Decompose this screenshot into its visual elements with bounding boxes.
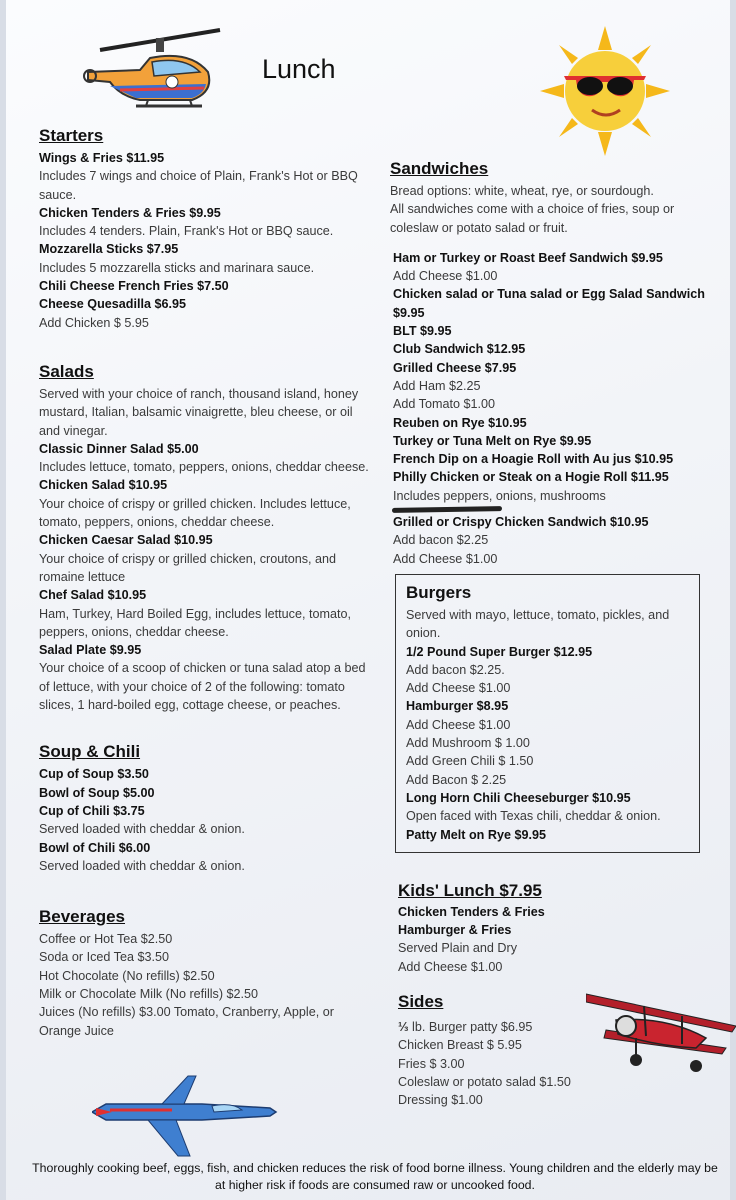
- right-column: [390, 157, 720, 1109]
- menu-item-desc: Add Mushroom $ 1.00: [406, 736, 530, 751]
- menu-item-desc: Includes 7 wings and choice of Plain, Frank's Hot or BBQ sauce.: [39, 169, 358, 202]
- sandwiches-list-2: [390, 513, 720, 568]
- menu-item-name: Cup of Chili $3.75: [39, 803, 145, 818]
- sandwiches-heading: Sandwiches: [390, 159, 489, 178]
- menu-item-desc: Your choice of crispy or grilled chicken. Includes lettuce, tomato, peppers, onions, cheddar cheese.: [39, 496, 351, 530]
- menu-sheet: [6, 0, 730, 1200]
- fighter-jet-icon: [92, 1074, 282, 1158]
- menu-item-desc: Served loaded with cheddar & onion.: [39, 858, 245, 873]
- menu-item-desc: Add Chicken $ 5.95: [39, 315, 149, 330]
- menu-item-name: Long Horn Chili Cheeseburger $10.95: [406, 790, 631, 805]
- soup-heading: Soup & Chili: [39, 742, 141, 762]
- side-line: Chicken Breast $ 5.95: [398, 1038, 522, 1053]
- menu-item-name: French Dip on a Hoagie Roll with Au jus $10.95: [393, 452, 674, 467]
- menu-item-desc: Includes lettuce, tomato, peppers, onions, cheddar cheese.: [39, 460, 369, 475]
- menu-item-name: Bowl of Soup $5.00: [39, 785, 155, 800]
- menu-item-name: Chicken salad or Tuna salad or Egg Salad Sandwich $9.95: [393, 287, 705, 320]
- menu-item-desc: Served loaded with cheddar & onion.: [39, 822, 245, 837]
- menu-item-name: Chicken Salad $10.95: [39, 478, 168, 493]
- beverage-line: Coffee or Hot Tea $2.50: [39, 932, 173, 947]
- menu-item-name: Wings & Fries $11.95: [39, 151, 165, 165]
- menu-item-name: Salad Plate $9.95: [39, 643, 142, 658]
- menu-item-name: Chicken Caesar Salad $10.95: [39, 533, 213, 548]
- beverage-line: Soda or Iced Tea $3.50: [39, 950, 170, 965]
- menu-item-name: 1/2 Pound Super Burger $12.95: [406, 644, 593, 659]
- menu-item-desc: Add Cheese $1.00: [406, 717, 511, 732]
- beverage-line: Juices (No refills) $3.00 Tomato, Cranberry, Apple, or Orange Juice: [39, 1005, 334, 1038]
- menu-item-desc: Your choice of a scoop of chicken or tuna salad atop a bed of lettuce, with your choice of 2 of the following: tomato slices, 1 hard-boiled egg, cottage cheese, or peaches.: [39, 661, 366, 713]
- crossed-out-line: [390, 505, 720, 513]
- burgers-list: [406, 643, 689, 844]
- beverages-heading: Beverages: [39, 907, 126, 927]
- menu-item-name: Turkey or Tuna Melt on Rye $9.95: [393, 433, 592, 448]
- third-glyph: ⅓: [398, 1019, 409, 1034]
- burgers-box: [395, 574, 700, 853]
- starters-heading: Starters: [39, 126, 104, 145]
- sides-heading: Sides: [398, 991, 444, 1011]
- menu-item-name: Grilled Cheese $7.95: [393, 360, 517, 375]
- kids-heading: Kids' Lunch $7.95: [398, 880, 542, 900]
- menu-item-desc: Includes peppers, onions, mushrooms: [393, 488, 606, 503]
- menu-item-name: Hamburger & Fries: [398, 923, 512, 938]
- menu-item-desc: Open faced with Texas chili, cheddar & onion.: [406, 809, 661, 824]
- menu-item-name: Patty Melt on Rye $9.95: [406, 827, 546, 842]
- menu-item-name: Philly Chicken or Steak on a Hogie Roll $11.95: [393, 470, 669, 485]
- beverage-line: Milk or Chocolate Milk (No refills) $2.50: [39, 986, 259, 1001]
- menu-item-desc: Add Ham $2.25: [393, 378, 481, 393]
- menu-item-desc: Add Cheese $1.00: [398, 959, 503, 974]
- menu-item-desc: Add Cheese $1.00: [393, 551, 498, 566]
- menu-item-name: Club Sandwich $12.95: [393, 342, 526, 357]
- menu-item-name: Chicken Tenders & Fries $9.95: [39, 205, 221, 220]
- salads-heading: Salads: [39, 361, 94, 381]
- menu-item-name: Classic Dinner Salad $5.00: [39, 441, 199, 456]
- menu-item-desc: Add Cheese $1.00: [393, 269, 498, 284]
- menu-item-desc: Add Green Chili $ 1.50: [406, 754, 534, 769]
- menu-item-name: Chicken Tenders & Fries: [398, 904, 545, 919]
- food-safety-notice: Thoroughly cooking beef, eggs, fish, and chicken reduces the risk of food borne illness. Young children and the elderly may be at higher risk if foods are consumed raw or uncooked food.: [32, 1161, 718, 1192]
- menu-item-name: Ham or Turkey or Roast Beef Sandwich $9.95: [393, 250, 663, 265]
- menu-item-name: BLT $9.95: [393, 324, 452, 339]
- menu-item-name: Hamburger $8.95: [406, 699, 509, 714]
- sun-sunglasses-icon: [540, 26, 670, 156]
- menu-item-name: Reuben on Rye $10.95: [393, 415, 527, 430]
- menu-item-desc: Add Bacon $ 2.25: [406, 772, 507, 787]
- menu-item-desc: Add bacon $2.25.: [406, 662, 505, 677]
- menu-item-name: Chili Cheese French Fries $7.50: [39, 279, 229, 294]
- salads-intro: Served with your choice of ranch, thousand island, honey mustard, Italian, balsamic vinaigrette, bleu cheese, or oil and vinegar.: [39, 386, 359, 438]
- menu-item-desc: Includes 4 tenders. Plain, Frank's Hot or BBQ sauce.: [39, 224, 334, 239]
- side-line: Fries $ 3.00: [398, 1056, 465, 1071]
- menu-item-desc: Ham, Turkey, Hard Boiled Egg, includes lettuce, tomato, peppers, onions, cheddar cheese.: [39, 606, 351, 639]
- menu-item-name: Chef Salad $10.95: [39, 588, 147, 603]
- sides-first-text: lb. Burger patty $6.95: [412, 1019, 533, 1034]
- side-line: Dressing $1.00: [398, 1093, 483, 1108]
- kids-list: [398, 903, 720, 976]
- helicopter-icon: [80, 20, 224, 115]
- sandwiches-intro: Bread options: white, wheat, rye, or sourdough.: [390, 184, 654, 198]
- menu-item-desc: Served Plain and Dry: [398, 941, 518, 956]
- menu-item-desc: Includes 5 mozzarella sticks and marinara sauce.: [39, 260, 315, 275]
- beverage-line: Hot Chocolate (No refills) $2.50: [39, 968, 215, 983]
- left-column: [39, 124, 369, 1040]
- burgers-intro: Served with mayo, lettuce, tomato, pickles, and onion.: [406, 607, 670, 641]
- menu-item-desc: Add Tomato $1.00: [393, 397, 495, 412]
- page-title: Lunch: [262, 54, 336, 84]
- menu-item-name: Grilled or Crispy Chicken Sandwich $10.95: [393, 515, 649, 530]
- sandwiches-list: [390, 249, 720, 505]
- burgers-heading: Burgers: [406, 582, 472, 602]
- menu-item-desc: Add bacon $2.25: [393, 533, 489, 548]
- sandwiches-intro: All sandwiches come with a choice of fries, soup or coleslaw or potato salad or fruit.: [390, 202, 675, 235]
- biplane-icon: [586, 986, 736, 1076]
- menu-item-name: Cheese Quesadilla $6.95: [39, 297, 187, 312]
- menu-item-name: Mozzarella Sticks $7.95: [39, 242, 179, 257]
- side-line: Coleslaw or potato salad $1.50: [398, 1074, 571, 1089]
- menu-item-desc: Your choice of crispy or grilled chicken, croutons, and romaine lettuce: [39, 551, 337, 584]
- menu-item-desc: Add Cheese $1.00: [406, 681, 511, 696]
- menu-item-name: Bowl of Chili $6.00: [39, 840, 151, 855]
- menu-item-name: Cup of Soup $3.50: [39, 767, 149, 782]
